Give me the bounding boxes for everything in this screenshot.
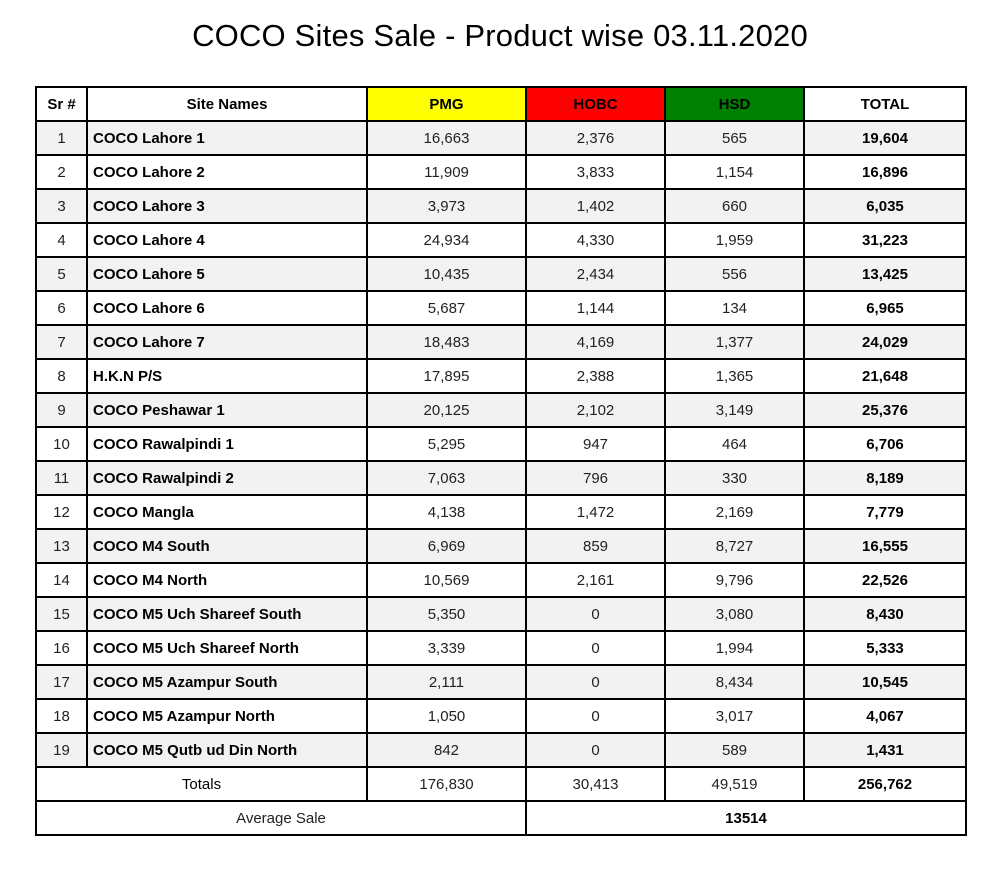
cell-pmg: 5,350 <box>367 597 526 631</box>
cell-hsd: 134 <box>665 291 804 325</box>
cell-hobc: 0 <box>526 631 665 665</box>
cell-hobc: 0 <box>526 597 665 631</box>
cell-total: 1,431 <box>804 733 966 767</box>
cell-total: 8,430 <box>804 597 966 631</box>
table-row <box>36 699 966 733</box>
cell-hsd: 565 <box>665 121 804 155</box>
cell-sr: 2 <box>36 155 87 189</box>
cell-sr: 15 <box>36 597 87 631</box>
cell-total: 16,555 <box>804 529 966 563</box>
cell-site-name: COCO Lahore 6 <box>87 291 367 325</box>
table-row <box>36 291 966 325</box>
cell-sr: 14 <box>36 563 87 597</box>
cell-sr: 11 <box>36 461 87 495</box>
table-row <box>36 223 966 257</box>
table-row <box>36 427 966 461</box>
cell-hsd: 3,017 <box>665 699 804 733</box>
cell-pmg: 5,687 <box>367 291 526 325</box>
cell-site-name: COCO Peshawar 1 <box>87 393 367 427</box>
cell-hsd: 8,727 <box>665 529 804 563</box>
cell-hobc: 1,402 <box>526 189 665 223</box>
totals-label: Totals <box>36 767 367 801</box>
cell-site-name: COCO Rawalpindi 2 <box>87 461 367 495</box>
cell-sr: 17 <box>36 665 87 699</box>
cell-site-name: COCO Mangla <box>87 495 367 529</box>
cell-hsd: 3,149 <box>665 393 804 427</box>
cell-sr: 5 <box>36 257 87 291</box>
header-hobc: HOBC <box>526 87 665 121</box>
cell-hobc: 1,472 <box>526 495 665 529</box>
totals-hsd: 49,519 <box>665 767 804 801</box>
cell-site-name: COCO M5 Azampur South <box>87 665 367 699</box>
header-pmg: PMG <box>367 87 526 121</box>
cell-sr: 3 <box>36 189 87 223</box>
cell-hsd: 1,377 <box>665 325 804 359</box>
cell-hsd: 1,959 <box>665 223 804 257</box>
table-row <box>36 359 966 393</box>
cell-hsd: 1,365 <box>665 359 804 393</box>
cell-site-name: COCO Lahore 4 <box>87 223 367 257</box>
table-row <box>36 631 966 665</box>
cell-site-name: COCO Lahore 7 <box>87 325 367 359</box>
table-row <box>36 461 966 495</box>
cell-site-name: COCO M5 Azampur North <box>87 699 367 733</box>
cell-site-name: COCO Lahore 1 <box>87 121 367 155</box>
cell-hobc: 947 <box>526 427 665 461</box>
cell-sr: 16 <box>36 631 87 665</box>
cell-hobc: 3,833 <box>526 155 665 189</box>
cell-site-name: COCO M5 Uch Shareef North <box>87 631 367 665</box>
header-hsd: HSD <box>665 87 804 121</box>
page-title: COCO Sites Sale - Product wise 03.11.2020 <box>192 18 808 53</box>
cell-hobc: 0 <box>526 699 665 733</box>
cell-site-name: COCO M4 South <box>87 529 367 563</box>
cell-pmg: 20,125 <box>367 393 526 427</box>
cell-sr: 13 <box>36 529 87 563</box>
cell-total: 10,545 <box>804 665 966 699</box>
cell-hsd: 589 <box>665 733 804 767</box>
cell-site-name: COCO Rawalpindi 1 <box>87 427 367 461</box>
table-row <box>36 393 966 427</box>
totals-row <box>36 767 966 801</box>
cell-total: 16,896 <box>804 155 966 189</box>
cell-hobc: 4,330 <box>526 223 665 257</box>
cell-sr: 18 <box>36 699 87 733</box>
header-row <box>36 87 966 121</box>
cell-pmg: 10,435 <box>367 257 526 291</box>
cell-site-name: COCO Lahore 3 <box>87 189 367 223</box>
cell-hobc: 2,102 <box>526 393 665 427</box>
cell-total: 6,706 <box>804 427 966 461</box>
cell-site-name: COCO Lahore 5 <box>87 257 367 291</box>
totals-grand-total: 256,762 <box>804 767 966 801</box>
cell-sr: 7 <box>36 325 87 359</box>
cell-pmg: 17,895 <box>367 359 526 393</box>
cell-total: 13,425 <box>804 257 966 291</box>
cell-total: 24,029 <box>804 325 966 359</box>
cell-hsd: 3,080 <box>665 597 804 631</box>
cell-hobc: 2,161 <box>526 563 665 597</box>
table-body <box>36 121 966 767</box>
cell-hobc: 0 <box>526 733 665 767</box>
cell-pmg: 1,050 <box>367 699 526 733</box>
totals-pmg: 176,830 <box>367 767 526 801</box>
cell-sr: 19 <box>36 733 87 767</box>
sales-table <box>35 86 967 836</box>
table-row <box>36 121 966 155</box>
cell-sr: 10 <box>36 427 87 461</box>
cell-site-name: COCO M5 Uch Shareef South <box>87 597 367 631</box>
table-row <box>36 155 966 189</box>
table-row <box>36 495 966 529</box>
cell-total: 21,648 <box>804 359 966 393</box>
totals-hobc: 30,413 <box>526 767 665 801</box>
cell-pmg: 3,339 <box>367 631 526 665</box>
cell-total: 7,779 <box>804 495 966 529</box>
cell-total: 25,376 <box>804 393 966 427</box>
cell-hsd: 9,796 <box>665 563 804 597</box>
cell-pmg: 2,111 <box>367 665 526 699</box>
cell-sr: 4 <box>36 223 87 257</box>
cell-sr: 8 <box>36 359 87 393</box>
cell-sr: 12 <box>36 495 87 529</box>
header-site-names: Site Names <box>87 87 367 121</box>
cell-hobc: 4,169 <box>526 325 665 359</box>
average-row <box>36 801 966 835</box>
cell-total: 5,333 <box>804 631 966 665</box>
average-value: 13514 <box>526 801 966 835</box>
cell-hobc: 859 <box>526 529 665 563</box>
cell-hsd: 660 <box>665 189 804 223</box>
cell-site-name: COCO Lahore 2 <box>87 155 367 189</box>
header-sr: Sr # <box>36 87 87 121</box>
table-row <box>36 325 966 359</box>
cell-hobc: 2,388 <box>526 359 665 393</box>
cell-site-name: H.K.N P/S <box>87 359 367 393</box>
cell-hsd: 1,154 <box>665 155 804 189</box>
cell-site-name: COCO M4 North <box>87 563 367 597</box>
cell-total: 4,067 <box>804 699 966 733</box>
cell-pmg: 10,569 <box>367 563 526 597</box>
cell-site-name: COCO M5 Qutb ud Din North <box>87 733 367 767</box>
table-row <box>36 189 966 223</box>
cell-pmg: 18,483 <box>367 325 526 359</box>
header-total: TOTAL <box>804 87 966 121</box>
table-row <box>36 257 966 291</box>
cell-pmg: 24,934 <box>367 223 526 257</box>
table-row <box>36 529 966 563</box>
cell-hobc: 2,376 <box>526 121 665 155</box>
cell-sr: 6 <box>36 291 87 325</box>
cell-hsd: 556 <box>665 257 804 291</box>
cell-sr: 9 <box>36 393 87 427</box>
cell-pmg: 11,909 <box>367 155 526 189</box>
cell-pmg: 842 <box>367 733 526 767</box>
cell-sr: 1 <box>36 121 87 155</box>
cell-hsd: 330 <box>665 461 804 495</box>
average-label: Average Sale <box>36 801 526 835</box>
cell-total: 22,526 <box>804 563 966 597</box>
table-row <box>36 597 966 631</box>
cell-hsd: 464 <box>665 427 804 461</box>
cell-hsd: 2,169 <box>665 495 804 529</box>
cell-total: 6,965 <box>804 291 966 325</box>
cell-pmg: 3,973 <box>367 189 526 223</box>
cell-pmg: 7,063 <box>367 461 526 495</box>
cell-hsd: 8,434 <box>665 665 804 699</box>
cell-hobc: 796 <box>526 461 665 495</box>
cell-total: 19,604 <box>804 121 966 155</box>
cell-total: 8,189 <box>804 461 966 495</box>
table-row <box>36 733 966 767</box>
cell-total: 31,223 <box>804 223 966 257</box>
cell-hobc: 0 <box>526 665 665 699</box>
cell-pmg: 16,663 <box>367 121 526 155</box>
cell-pmg: 6,969 <box>367 529 526 563</box>
cell-hobc: 2,434 <box>526 257 665 291</box>
cell-hsd: 1,994 <box>665 631 804 665</box>
cell-total: 6,035 <box>804 189 966 223</box>
table-row <box>36 563 966 597</box>
table-row <box>36 665 966 699</box>
cell-hobc: 1,144 <box>526 291 665 325</box>
cell-pmg: 5,295 <box>367 427 526 461</box>
cell-pmg: 4,138 <box>367 495 526 529</box>
